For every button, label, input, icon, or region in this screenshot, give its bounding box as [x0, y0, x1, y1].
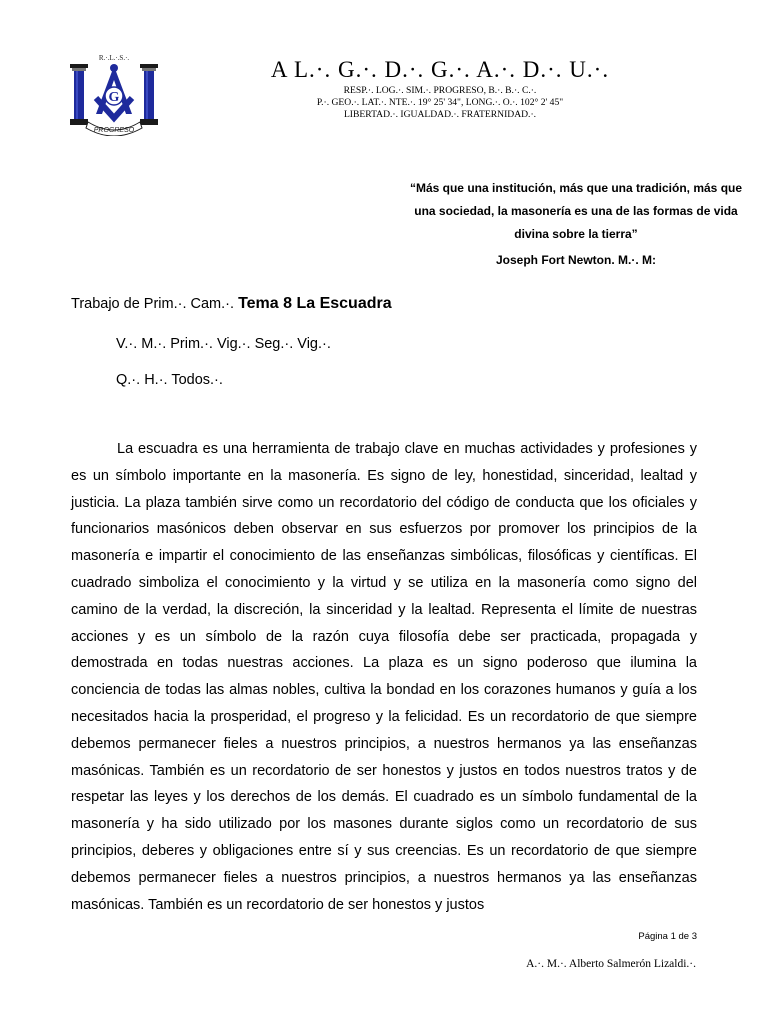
epigraph-author: Joseph Fort Newton. M.·. M:	[496, 253, 656, 267]
epigraph-quote: “Más que una institución, más que una tradición, más que una sociedad, la masonería es una de las formas de vida divina sobre la tierra”	[409, 181, 743, 241]
lodge-title: A L.·. G.·. D.·. G.·. A.·. D.·. U.·.	[270, 57, 610, 82]
lodge-logo	[68, 52, 160, 136]
page-number: Página 1 de 3	[638, 931, 697, 942]
greeting-line-1: V.·. M.·. Prim.·. Vig.·. Seg.·. Vig.·.	[116, 336, 331, 352]
footer-author: A.·. M.·. Alberto Salmerón Lizaldi.·.	[526, 958, 696, 970]
work-prefix: Trabajo de Prim.·. Cam.·.	[71, 296, 235, 312]
work-title: Tema 8 La Escuadra	[238, 295, 392, 312]
logo-banner-text: PROGRESO	[93, 127, 135, 134]
body-paragraph: La escuadra es una herramienta de trabajo clave en muchas actividades y profesiones y es un símbolo importante en la masonería. Es signo de ley, honestidad, sinceridad, lealtad y justicia. La plaza también sirve como un recordatorio del código de conducta que los oficiales y funcionarios masónicos deben observar en sus esfuerzos por promover los principios de la masonería e impartir el conocimiento de las enseñanzas simbólicas, filosóficas y científicas. El cuadrado simboliza el conocimiento y la virtud y se utiliza en la masonería como signo del camino de la verdad, la discreción, la sinceridad y la lealtad. Representa el límite de nuestras acciones y es un símbolo de la razón cuya filosofía debe ser practicada, propagada y demostrada en todas nuestras acciones. La plaza es un signo poderoso que ilumina la conciencia de todas las almas nobles, cultiva la bondad en los corazones humanos y guía a los necesitados hacia la prosperidad, el progreso y la felicidad. Es un recordatorio de que siempre debemos permanecer fieles a nuestros principios, a nuestros hermanos ya las enseñanzas masónicas. También es un recordatorio de ser honestos y justos en todos nuestros tratos y de respetar las leyes y los derechos de los demás. El cuadrado es un símbolo fundamental de la masonería y ha sido utilizado por los masones durante siglos como un recordatorio de sus principios, deberes y obligaciones entre sí y sus creencias. Es un recordatorio de que siempre debemos permanecer fieles a nuestros principios, a nuestros hermanos ya las enseñanzas masónicas. También es un recordatorio de ser honestos y justos	[71, 441, 697, 913]
logo-letter: G	[108, 90, 120, 105]
lodge-name-line: RESP.·. LOG.·. SIM.·. PROGRESO, B.·. B.·. C.·.	[343, 85, 537, 96]
logo-top-text: R.·.L.·.S.·.	[98, 54, 130, 62]
lodge-motto-line: LIBERTAD.·. IGUALDAD.·. FRATERNIDAD.·.	[343, 109, 537, 120]
greeting-line-2: Q.·. H.·. Todos.·.	[116, 372, 223, 388]
lodge-coordinates-line: P.·. GEO.·. LAT.·. NTE.·. 19° 25' 34", LONG.·. O.·. 102° 2' 45"	[316, 97, 564, 108]
work-heading	[71, 295, 392, 313]
